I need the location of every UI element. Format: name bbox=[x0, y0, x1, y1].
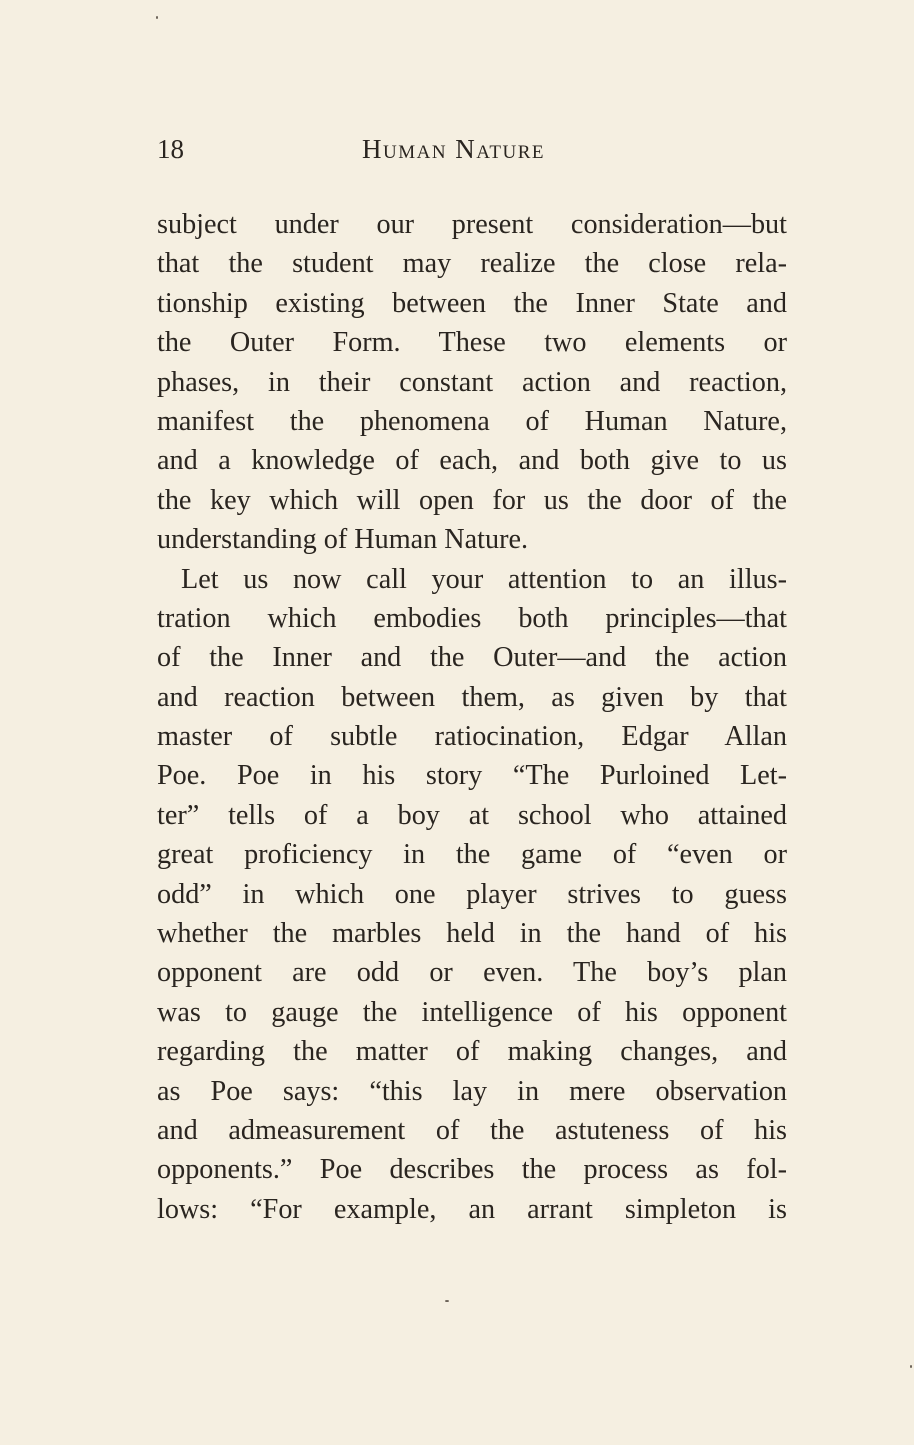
paragraph-1 bbox=[157, 205, 787, 560]
text-line: as Poe says: “this lay in mere observation bbox=[157, 1075, 787, 1107]
body-text bbox=[157, 205, 787, 1229]
text-line: ter” tells of a boy at school who attained bbox=[157, 799, 787, 831]
text-line: and reaction between them, as given by that bbox=[157, 681, 787, 713]
text-line: opponents.” Poe describes the process as fol- bbox=[157, 1154, 787, 1186]
running-title: Human Nature bbox=[362, 134, 546, 164]
text-line: great proficiency in the game of “even or bbox=[157, 839, 787, 871]
text-line: Let us now call your attention to an illus- bbox=[181, 563, 787, 595]
page-header bbox=[157, 134, 787, 170]
scan-speck bbox=[445, 1300, 449, 1302]
text-line: the Outer Form. These two elements or bbox=[157, 327, 787, 359]
text-line: master of subtle ratiocination, Edgar Allan bbox=[157, 721, 787, 753]
text-line: tionship existing between the Inner State and bbox=[157, 287, 787, 319]
scan-speck bbox=[156, 16, 158, 19]
scan-speck bbox=[910, 1365, 912, 1368]
text-line: opponent are odd or even. The boy’s plan bbox=[157, 957, 787, 989]
text-line: phases, in their constant action and reaction, bbox=[157, 366, 787, 398]
text-line: of the Inner and the Outer—and the action bbox=[157, 642, 787, 674]
paragraph-2 bbox=[157, 560, 787, 1230]
text-line: whether the marbles held in the hand of his bbox=[157, 918, 787, 950]
text-line: understanding of Human Nature. bbox=[157, 524, 529, 556]
text-line: lows: “For example, an arrant simpleton is bbox=[157, 1193, 787, 1225]
text-line: regarding the matter of making changes, and bbox=[157, 1036, 787, 1068]
text-line: the key which will open for us the door of the bbox=[157, 484, 787, 516]
text-line: and admeasurement of the astuteness of his bbox=[157, 1114, 787, 1146]
text-line: and a knowledge of each, and both give to us bbox=[157, 445, 787, 477]
text-line: that the student may realize the close rela- bbox=[157, 248, 787, 280]
text-line: tration which embodies both principles—that bbox=[157, 602, 787, 634]
text-line: was to gauge the intelligence of his opponent bbox=[157, 996, 787, 1028]
text-line: odd” in which one player strives to guess bbox=[157, 878, 787, 910]
text-line: Poe. Poe in his story “The Purloined Let- bbox=[157, 760, 787, 792]
text-line: subject under our present consideration—but bbox=[157, 209, 787, 240]
page-number: 18 bbox=[157, 134, 184, 164]
text-line: manifest the phenomena of Human Nature, bbox=[157, 405, 787, 437]
